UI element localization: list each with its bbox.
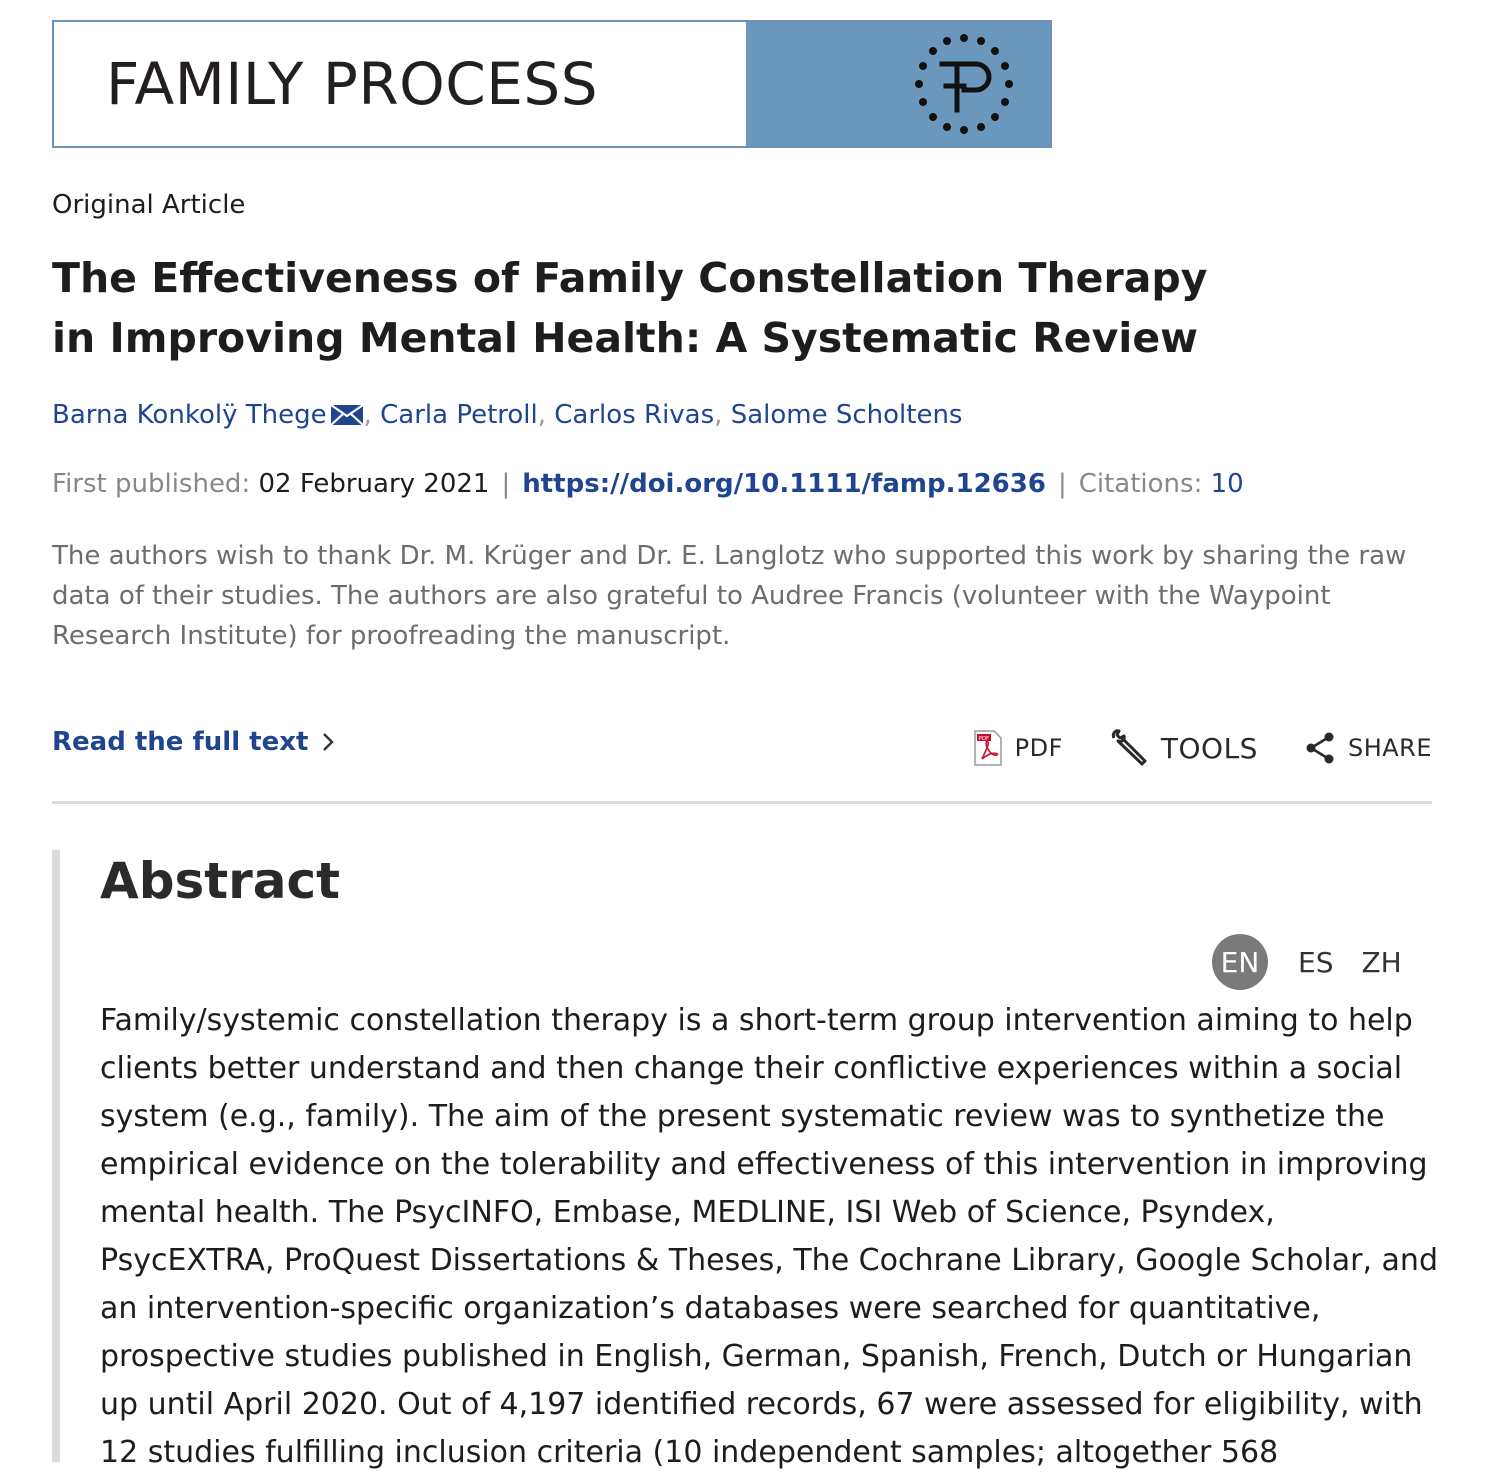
pdf-button[interactable] [973,730,1063,766]
share-button[interactable] [1304,731,1432,765]
author-link[interactable]: Barna Konkolÿ Thege [52,400,327,430]
journal-title-panel [54,22,746,146]
author-link[interactable]: Carlos Rivas [554,400,715,430]
mail-icon[interactable] [330,403,364,427]
author-link[interactable]: Carla Petroll [380,400,538,430]
abstract-text: Family/systemic constellation therapy is a short-term group intervention aiming to help clients better understand and then change their conflictive experiences within a social system (e.g., family). The aim of the present systematic review was to synthetize the empirical evidence on the tolerability and effectiveness of this intervention in improving mental health. The PsycINFO, Embase, MEDLINE, ISI Web of Science, Psyndex, PsycEXTRA, ProQuest Dissertations & Theses, The Cochrane Library, Google Scholar, and an intervention-specific organization’s databases were searched for quantitative, prospective studies published in English, German, Spanish, French, Dutch or Hungarian up until April 2020. Out of 4,197 identified records, 67 were assessed for eligibility, with 12 studies fulfilling inclusion criteria (10 independent samples; altogether 568 [100,1003,1438,1470]
tools-label: TOOLS [1160,731,1258,765]
pdf-label: PDF [1014,734,1063,762]
language-es-button[interactable]: ES [1298,945,1334,979]
language-switcher [1212,934,1402,990]
read-full-text-link[interactable] [52,727,334,757]
author-link[interactable]: Salome Scholtens [730,400,963,430]
journal-banner[interactable] [52,20,1052,148]
share-icon [1304,731,1336,765]
language-zh-button[interactable]: ZH [1361,945,1402,979]
language-en-button[interactable]: EN [1212,934,1268,990]
citations-label: Citations: [1078,469,1203,499]
article-toolbar [973,728,1432,768]
doi-link[interactable]: https://doi.org/10.1111/famp.12636 [522,469,1046,499]
abstract-side-bar [52,850,60,1462]
journal-title: FAMILY PROCESS [106,50,599,118]
read-full-text-label: Read the full text [52,727,309,757]
journal-logo [906,26,1022,142]
article-type: Original Article [52,190,246,220]
published-date: 02 February 2021 [258,469,490,499]
published-label: First published: [52,469,251,499]
publication-info: First published: 02 February 2021 | https://doi.org/10.1111/famp.12636 | Citations: 10 [52,469,1244,499]
chevron-right-icon [322,732,334,752]
svg-text:PDF: PDF [978,736,989,742]
share-label: SHARE [1347,734,1432,762]
author-list: Barna Konkolÿ Thege , Carla Petroll, Carlos Rivas, Salome Scholtens [52,400,963,430]
wrench-icon [1109,728,1149,768]
article-title: The Effectiveness of Family Constellation Therapy in Improving Mental Health: A Systematic Review [52,254,1208,362]
acknowledgement: The authors wish to thank Dr. M. Krüger and Dr. E. Langlotz who supported this work by sharing the raw data of their studies. The authors are also grateful to Audree Francis (volunteer with the Waypoint Research Institute) for proofreading the manuscript. [52,541,1407,651]
tools-button[interactable] [1109,728,1258,768]
journal-logo-panel [746,22,1050,146]
pdf-icon [973,730,1003,766]
citations-count-link[interactable]: 10 [1210,469,1244,499]
section-divider [52,801,1432,804]
abstract-heading: Abstract [100,852,341,910]
